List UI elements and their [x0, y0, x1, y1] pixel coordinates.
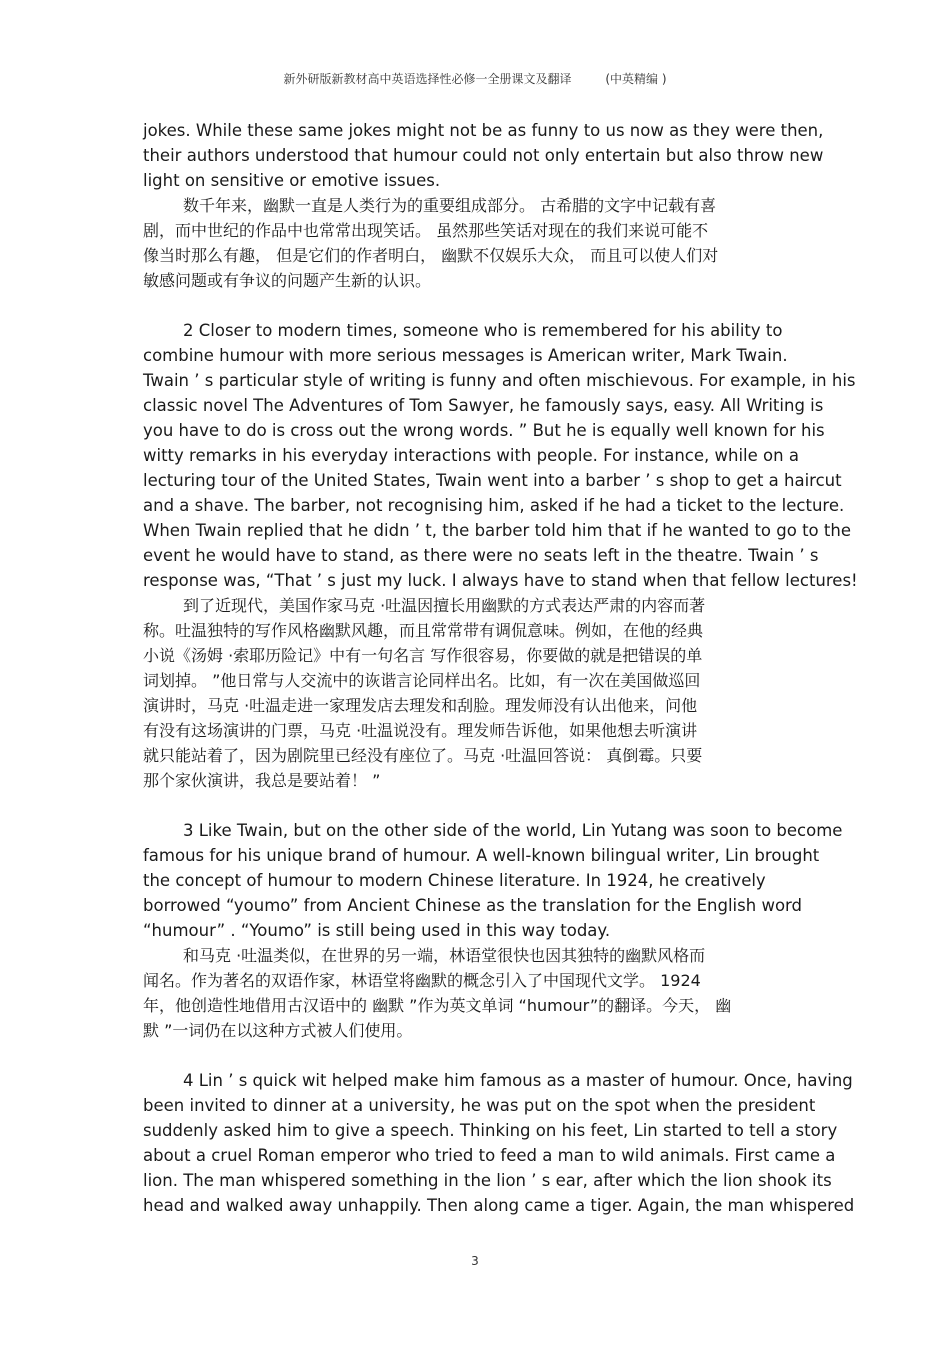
text-line: famous for his unique brand of humour. A well-known bilingual writer, Lin brought: [143, 846, 820, 865]
paragraph-3-chinese: [143, 943, 933, 1043]
text-line: head and walked away unhappily. Then along came a tiger. Again, the man whispered: [143, 1196, 855, 1215]
text-line: about a cruel Roman emperor who tried to feed a man to wild animals. First came a: [143, 1146, 836, 1165]
text-line: 默 ”一词仍在以这种方式被人们使用。: [143, 1021, 413, 1040]
text-line: 那个家伙演讲，我总是要站着！ ”: [143, 771, 381, 790]
text-line: light on sensitive or emotive issues.: [143, 171, 441, 190]
text-line: you have to do is cross out the wrong words. ” But he is equally well known for his: [143, 421, 825, 440]
text-line: 剧，而中世纪的作品中也常常出现笑话。 虽然那些笑话对现在的我们来说可能不: [143, 221, 709, 240]
text-line: 就只能站着了，因为剧院里已经没有座位了。马克 ·吐温回答说： 真倒霉。只要: [143, 746, 703, 765]
text-line: combine humour with more serious messages is American writer, Mark Twain.: [143, 346, 788, 365]
paragraph-2-english: [143, 318, 933, 593]
text-line: 闻名。作为著名的双语作家，林语堂将幽默的概念引入了中国现代文学。 1924: [143, 971, 701, 990]
text-line: borrowed “youmo” from Ancient Chinese as the translation for the English word: [143, 896, 803, 915]
text-line: jokes. While these same jokes might not be as funny to us now as they were then,: [143, 121, 824, 140]
text-line: the concept of humour to modern Chinese literature. In 1924, he creatively: [143, 871, 766, 890]
text-line: and a shave. The barber, not recognising him, asked if he had a ticket to the lecture.: [143, 496, 845, 515]
text-line: 数千年来，幽默一直是人类行为的重要组成部分。 古希腊的文字中记载有喜: [183, 196, 717, 215]
text-line: 词划掉。 ”他日常与人交流中的诙谐言论同样出名。比如，有一次在美国做巡回: [143, 671, 701, 690]
text-line: 2 Closer to modern times, someone who is remembered for his ability to: [183, 321, 783, 340]
paragraph-1-chinese: [143, 193, 933, 293]
header-title: 新外研版新教材高中英语选择性必修一全册课文及翻译: [283, 72, 572, 86]
text-line: 称。吐温独特的写作风格幽默风趣，而且常常带有调侃意味。例如，在他的经典: [143, 621, 704, 640]
paragraph-1-english: [143, 118, 933, 193]
page-header: [0, 70, 950, 87]
text-line: witty remarks in his everyday interactions with people. For instance, while on a: [143, 446, 799, 465]
text-line: lecturing tour of the United States, Twain went into a barber ’ s shop to get a haircut: [143, 471, 842, 490]
text-line: suddenly asked him to give a speech. Thinking on his feet, Lin started to tell a story: [143, 1121, 838, 1140]
text-line: 3 Like Twain, but on the other side of the world, Lin Yutang was soon to become: [183, 821, 843, 840]
text-line: When Twain replied that he didn ’ t, the barber told him that if he wanted to go to the: [143, 521, 851, 540]
text-line: been invited to dinner at a university, he was put on the spot when the president: [143, 1096, 816, 1115]
text-line: 4 Lin ’ s quick wit helped make him famous as a master of humour. Once, having: [183, 1071, 853, 1090]
text-line: 有没有这场演讲的门票，马克 ·吐温说没有。理发师告诉他，如果他想去听演讲: [143, 721, 698, 740]
text-line: 敏感问题或有争议的问题产生新的认识。: [143, 271, 432, 290]
text-line: 到了近现代，美国作家马克 ·吐温因擅长用幽默的方式表达严肃的内容而著: [183, 596, 706, 615]
paragraph-gap: [143, 793, 933, 818]
text-line: 年，他创造性地借用古汉语中的 幽默 ”作为英文单词 “humour”的翻译。今天， 幽: [143, 996, 732, 1015]
paragraph-2-chinese: [143, 593, 933, 793]
text-line: lion. The man whispered something in the lion ’ s ear, after which the lion shook its: [143, 1171, 832, 1190]
paragraph-3-english: [143, 818, 933, 943]
paragraph-gap: [143, 293, 933, 318]
text-line: “humour” . “Youmo” is still being used in this way today.: [143, 921, 611, 940]
text-line: Twain ’ s particular style of writing is funny and often mischievous. For example, in his: [143, 371, 856, 390]
paragraph-gap: [143, 1043, 933, 1068]
text-line: classic novel The Adventures of Tom Sawyer, he famously says, easy. All Writing is: [143, 396, 824, 415]
header-tag: (中英精编 ): [605, 72, 667, 86]
document-body: [143, 118, 933, 1218]
paragraph-4-english: [143, 1068, 933, 1218]
page-number: 3: [471, 1254, 479, 1268]
text-line: 演讲时，马克 ·吐温走进一家理发店去理发和刮脸。理发师没有认出他来，问他: [143, 696, 698, 715]
text-line: response was, “That ’ s just my luck. I always have to stand when that fellow lectures!: [143, 571, 858, 590]
text-line: their authors understood that humour could not only entertain but also throw new: [143, 146, 824, 165]
text-line: 和马克 ·吐温类似，在世界的另一端，林语堂很快也因其独特的幽默风格而: [183, 946, 706, 965]
text-line: event he would have to stand, as there were no seats left in the theatre. Twain ’ s: [143, 546, 819, 565]
text-line: 像当时那么有趣， 但是它们的作者明白， 幽默不仅娱乐大众， 而且可以使人们对: [143, 246, 719, 265]
text-line: 小说《汤姆 ·索耶历险记》中有一句名言 写作很容易，你要做的就是把错误的单: [143, 646, 703, 665]
